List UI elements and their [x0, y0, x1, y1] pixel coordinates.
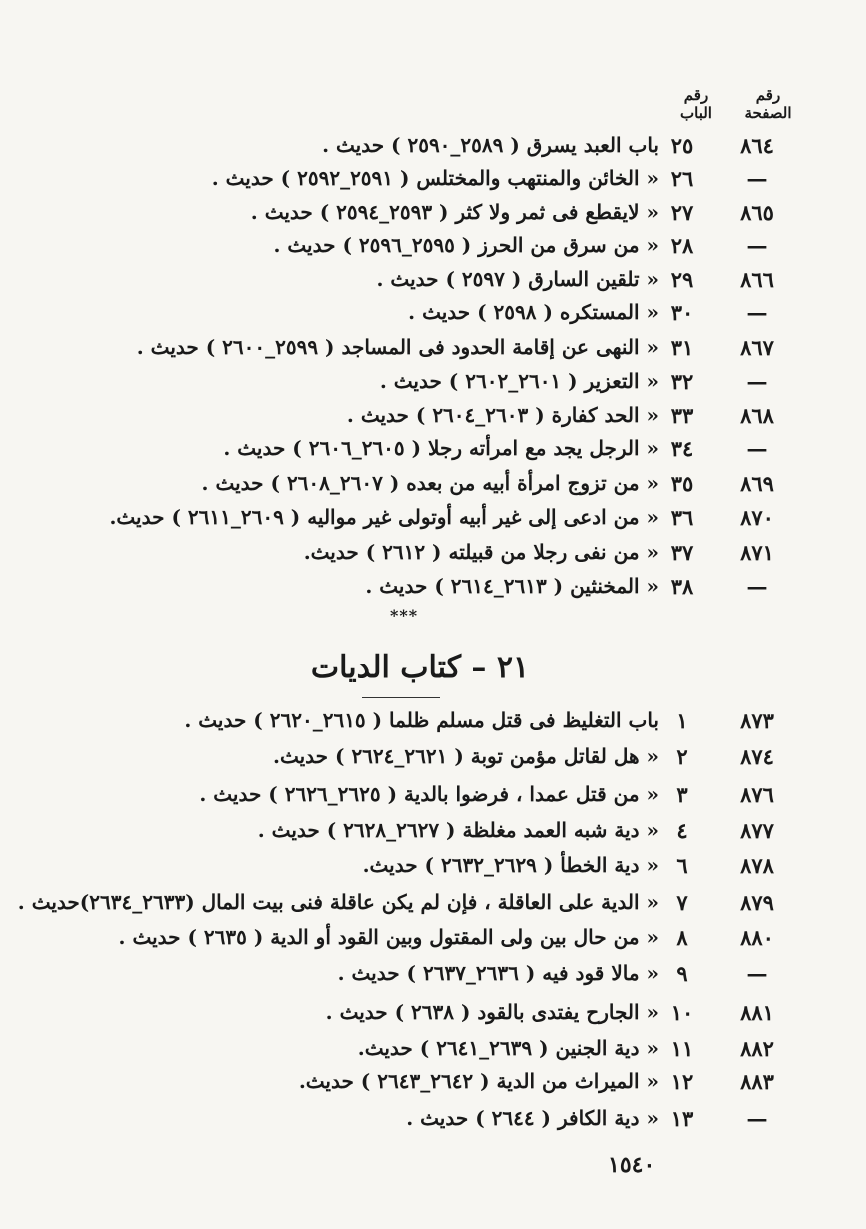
- entry-chapter-number: ٣٤: [670, 436, 694, 461]
- entry-title: « تلقين السارق ( ٢٥٩٧ ) حديث .: [376, 267, 659, 291]
- entry-chapter-number: ٤: [676, 818, 688, 843]
- index-entry: [0, 133, 866, 167]
- entry-page-number: ٨٦٩: [740, 471, 774, 496]
- index-entry: [0, 1106, 866, 1140]
- entry-page-number: ٨٦٤: [740, 133, 774, 158]
- entry-chapter-number: ٩: [676, 961, 688, 986]
- index-entry: [0, 818, 866, 852]
- index-entry: [0, 166, 866, 200]
- entry-page-number: ٨٧١: [740, 540, 774, 565]
- entry-title: « دية الكافر ( ٢٦٤٤ ) حديث .: [406, 1106, 659, 1130]
- entry-title: « من تزوج امرأة أبيه من بعده ( ٢٦٠٧_٢٦٠٨ ) حديث .: [201, 471, 659, 495]
- index-entry: [0, 925, 866, 959]
- index-entry: [0, 369, 866, 403]
- entry-chapter-number: ٣٨: [670, 574, 694, 599]
- index-entry: [0, 890, 866, 924]
- entry-title: « الحد كفارة ( ٢٦٠٣_٢٦٠٤ ) حديث .: [346, 403, 659, 427]
- entry-page-number: ٨٦٨: [740, 403, 774, 428]
- entry-page-number: ٨٧٩: [740, 890, 774, 915]
- entry-page-number: ٨٧٨: [740, 853, 774, 878]
- entry-chapter-number: ٣: [676, 782, 688, 807]
- index-entry: [0, 961, 866, 995]
- entry-chapter-number: ٢٧: [670, 200, 694, 225]
- entry-title: « مالا قود فيه ( ٢٦٣٦_٢٦٣٧ ) حديث .: [337, 961, 659, 985]
- entry-page-number: ٨٦٧: [740, 335, 774, 360]
- entry-title: « من حال بين ولى المقتول وبين القود أو الدية ( ٢٦٣٥ ) حديث .: [118, 925, 659, 949]
- entry-chapter-number: ٢٦: [670, 166, 694, 191]
- entry-title: « الخائن والمنتهب والمختلس ( ٢٥٩١_٢٥٩٢ ) حديث .: [211, 166, 659, 190]
- entry-title: « النهى عن إقامة الحدود فى المساجد ( ٢٥٩٩_٢٦٠٠ ) حديث .: [136, 335, 659, 359]
- entry-title: « الجارح يفتدى بالقود ( ٢٦٣٨ ) حديث .: [325, 1000, 659, 1024]
- entry-page-number: —: [746, 574, 768, 599]
- entry-page-number: ٨٨٢: [740, 1036, 774, 1061]
- entry-title: « دية الخطأ ( ٢٦٢٩_٢٦٣٢ ) حديث.: [362, 853, 659, 877]
- entry-chapter-number: ٢: [676, 744, 688, 769]
- entry-page-number: —: [746, 233, 768, 258]
- entry-title: « لايقطع فى ثمر ولا كثر ( ٢٥٩٣_٢٥٩٤ ) حديث .: [250, 200, 659, 224]
- index-entry: [0, 436, 866, 470]
- entry-page-number: ٨٦٥: [740, 200, 774, 225]
- entry-chapter-number: ٣٣: [670, 403, 694, 428]
- entry-chapter-number: ٢٨: [670, 233, 694, 258]
- index-entry: [0, 403, 866, 437]
- entry-page-number: —: [746, 961, 768, 986]
- entry-chapter-number: ٢٩: [670, 267, 694, 292]
- index-entry: [0, 505, 866, 539]
- entry-chapter-number: ١٢: [670, 1069, 694, 1094]
- entry-page-number: ٨٧٣: [740, 708, 774, 733]
- index-entry: [0, 471, 866, 505]
- title-underline: [362, 697, 440, 698]
- entry-chapter-number: ٣٢: [670, 369, 694, 394]
- entry-chapter-number: ١٠: [670, 1000, 694, 1025]
- entry-title: « من سرق من الحرز ( ٢٥٩٥_٢٥٩٦ ) حديث .: [273, 233, 659, 257]
- index-entry: [0, 853, 866, 887]
- entry-title: « من نفى رجلا من قبيلته ( ٢٦١٢ ) حديث.: [303, 540, 659, 564]
- entry-title: « من قتل عمدا ، فرضوا بالدية ( ٢٦٢٥_٢٦٢٦ ) حديث .: [199, 782, 659, 806]
- entry-page-number: ٨٨٠: [740, 925, 774, 950]
- index-entry: [0, 267, 866, 301]
- entry-title: باب العبد يسرق ( ٢٥٨٩_٢٥٩٠ ) حديث .: [322, 133, 659, 157]
- entry-title: « التعزير ( ٢٦٠١_٢٦٠٢ ) حديث .: [379, 369, 659, 393]
- entry-page-number: ٨٧٦: [740, 782, 774, 807]
- entry-title: « المخنثين ( ٢٦١٣_٢٦١٤ ) حديث .: [365, 574, 659, 598]
- entry-title: « دية شبه العمد مغلظة ( ٢٦٢٧_٢٦٢٨ ) حديث .: [257, 818, 659, 842]
- entry-page-number: —: [746, 300, 768, 325]
- entry-page-number: ٨٦٦: [740, 267, 774, 292]
- entry-title: باب التغليظ فى قتل مسلم ظلما ( ٢٦١٥_٢٦٢٠ ) حديث .: [184, 708, 659, 732]
- index-entry: [0, 574, 866, 608]
- entry-page-number: —: [746, 369, 768, 394]
- entry-title: « دية الجنين ( ٢٦٣٩_٢٦٤١ ) حديث.: [357, 1036, 659, 1060]
- entry-title: « المستكره ( ٢٥٩٨ ) حديث .: [408, 300, 659, 324]
- entry-chapter-number: ٢٥: [670, 133, 694, 158]
- entry-title: « هل لقاتل مؤمن توبة ( ٢٦٢١_٢٦٢٤ ) حديث.: [273, 744, 659, 768]
- page-number-column-header: رقم الصفحة: [744, 86, 792, 122]
- chapter-number-column-header: رقم الباب: [680, 86, 712, 122]
- index-entry: [0, 782, 866, 816]
- index-entry: [0, 540, 866, 574]
- entry-page-number: —: [746, 436, 768, 461]
- entry-chapter-number: ٦: [676, 853, 688, 878]
- kitab-title: ٢١ – كتاب الديات: [310, 650, 530, 685]
- entry-chapter-number: ٣٥: [670, 471, 694, 496]
- index-entry: [0, 200, 866, 234]
- index-entry: [0, 1036, 866, 1070]
- entry-page-number: ٨٧٧: [740, 818, 774, 843]
- entry-chapter-number: ١: [676, 708, 688, 733]
- entry-page-number: ٨٨١: [740, 1000, 774, 1025]
- entry-chapter-number: ٣٠: [670, 300, 694, 325]
- entry-chapter-number: ٨: [676, 925, 688, 950]
- entry-chapter-number: ١١: [670, 1036, 694, 1061]
- entry-page-number: ٨٧٠: [740, 505, 774, 530]
- entry-title: « من ادعى إلى غير أبيه أوتولى غير مواليه ( ٢٦٠٩_٢٦١١ ) حديث.: [109, 505, 659, 529]
- index-entry: [0, 300, 866, 334]
- entry-chapter-number: ٣٦: [670, 505, 694, 530]
- entry-chapter-number: ٣١: [670, 335, 694, 360]
- entry-chapter-number: ٧: [676, 890, 688, 915]
- entry-title: « الدية على العاقلة ، فإن لم يكن عاقلة فنى بيت المال (٢٦٣٣_٢٦٣٤)حديث .: [17, 890, 659, 914]
- index-entry: [0, 233, 866, 267]
- page-number: ١٥٤٠: [608, 1152, 656, 1178]
- entry-page-number: ٨٧٤: [740, 744, 774, 769]
- index-entry: [0, 335, 866, 369]
- entry-page-number: ٨٨٣: [740, 1069, 774, 1094]
- index-entry: [0, 1069, 866, 1103]
- section-separator: ***: [390, 606, 419, 625]
- index-entry: [0, 744, 866, 778]
- entry-chapter-number: ١٣: [670, 1106, 694, 1131]
- entry-page-number: —: [746, 166, 768, 191]
- index-entry: [0, 1000, 866, 1034]
- entry-title: « الرجل يجد مع امرأته رجلا ( ٢٦٠٥_٢٦٠٦ ) حديث .: [223, 436, 659, 460]
- index-entry: [0, 708, 866, 742]
- entry-title: « الميراث من الدية ( ٢٦٤٢_٢٦٤٣ ) حديث.: [298, 1069, 659, 1093]
- entry-page-number: —: [746, 1106, 768, 1131]
- entry-chapter-number: ٣٧: [670, 540, 694, 565]
